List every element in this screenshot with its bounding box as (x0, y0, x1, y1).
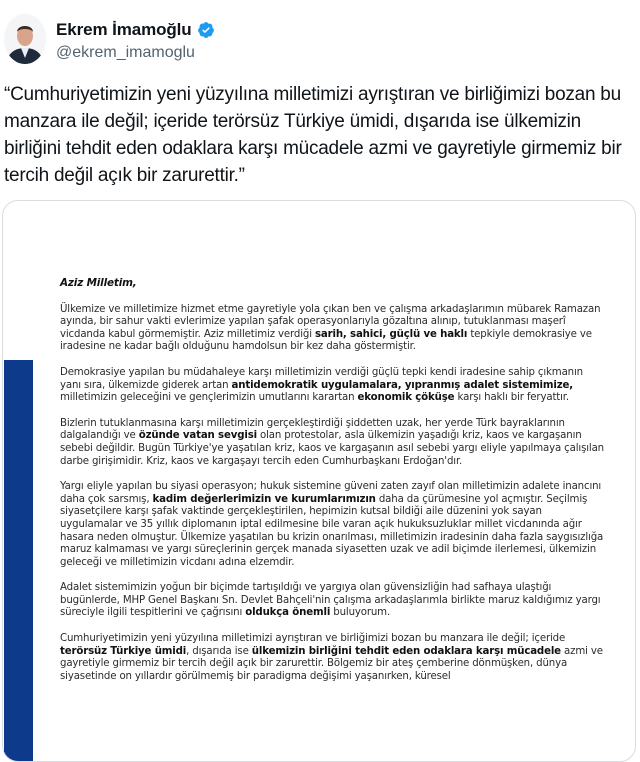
author-name[interactable]: Ekrem İmamoğlu (56, 20, 192, 39)
profile-photo-icon (4, 14, 46, 64)
verified-badge-icon (197, 21, 215, 39)
letter-paragraph: Yargı eliyle yapılan bu siyasi operasyon; hukuk sistemine güveni zaten zayıf olan milletimizin adalete inancını daha çok sarsmış, kadim değerlerimizin ve kurumlarımızın daha da çürümesine yol açmıştır. Seçilmiş siyasetçilere karşı şafak vaktinde gerçekleştirilen, hepimizin kutsal bildiği aile düzenini yok sayan uygulamalar ve 35 yıllık diplomanın iptal edilmesine bile varan açık hukuksuzluklar millet vicdanında ağır hasara neden olmuştur. Ülkemize yaşatılan bu krizin onarılması, milletimizin iradesinin daha fazla saygısızlığa maruz kalmaması ve yargı süreçlerinin gerçek manada siyasetten uzak ve adil biçimde ilerlemesi, ülkemizin geleceği ve milletimizin vicdanı adına elzemdir. (60, 481, 604, 568)
letter-body (60, 304, 605, 684)
letter-greeting: Aziz Milletim, (60, 277, 137, 289)
tweet-header (0, 0, 640, 74)
letter-paragraph: Ülkemize ve milletimize hizmet etme gayretiyle yola çıkan ben ve çalışma arkadaşlarımın mübarek Ramazan ayında, bir sahur vakti evlerimize yapılan şafak operasyonlarıyla gözaltına alınıp, tutuklanması maşerî vicdanda kabul görmemiştir. Aziz milletimiz verdiği sarih, sahici, güçlü ve haklı tepkiyle demokrasiye ve iradesine ne kadar bağlı olduğunu hamdolsun bir kez daha göstermiştir. (60, 303, 601, 353)
tweet-text: “Cumhuriyetimizin yeni yüzyılına milletimizi ayrıştıran ve birliğimizi bozan bu manzara ile değil; içeride terörsüz Türkiye ümidi, dışarıda ise ülkemizin birliğini tehdit eden odaklara karşı mücadele azmi ve gayretiyle girmemiz bir tercih değil açık bir zarurettir.” (4, 84, 622, 186)
attached-image-card[interactable] (2, 200, 636, 762)
letter-paragraph: Cumhuriyetimizin yeni yüzyılına milletimizi ayrıştıran ve birliğimizi bozan bu manzara ile değil; içeride terörsüz Türkiye ümidi, dışarıda ise ülkemizin birliğini tehdit eden odaklara karşı mücadele azmi ve gayretiyle girmemiz bir tercih değil açık bir zarurettir. Bölgemiz bir ateş çemberine dönmüşken, dünya siyasetinde on yıllardır görülmemiş bir paradigma değişimi yaşanırken, küresel (60, 633, 603, 682)
letter-document (60, 277, 605, 696)
letter-paragraph: Bizlerin tutuklanmasına karşı milletimizin gerçekleştirdiği şiddetten uzak, her yerde Türk bayraklarının dalgalandığı ve özünde vatan sevgisi olan protestolar, asla ülkemizin yaşadığı kriz, kaos ve kargaşanın sebebi değildir. Bugün Türkiye'ye yaşatılan kriz, kaos ve kargaşanın asıl sebebi yargı eliyle yapılmaya çalışılan darbe girişimidir. Kriz, kaos ve kargaşayı tercih eden Cumhurbaşkanı Erdoğan'dır. (60, 417, 604, 467)
letter-paragraph: Adalet sistemimizin yoğun bir biçimde tartışıldığı ve yargıya olan güvensizliğin had safhaya ulaştığı bugünlerde, MHP Genel Başkanı Sn. Devlet Bahçeli'nin çalışma arkadaşlarımla birlikte maruz kaldığımız yargı süreciyle ilgili tespitlerini ve çağrısını oldukça önemli buluyorum. (60, 582, 601, 619)
document-accent-bar (4, 360, 33, 762)
letter-paragraph: Demokrasiye yapılan bu müdahaleye karşı milletimizin verdiği güçlü tepki kendi iradesine sahip çıkmanın yanı sıra, ülkemizde giderek artan antidemokratik uygulamalara, yıpranmış adalet sistemimize, milletimizin geleceğini ve gençlerimizin umutlarını karartan ekonomik çöküşe karşı haklı bir feryattır. (60, 366, 583, 404)
author-handle[interactable]: @ekrem_imamoglu (56, 44, 195, 61)
avatar[interactable] (4, 14, 46, 64)
